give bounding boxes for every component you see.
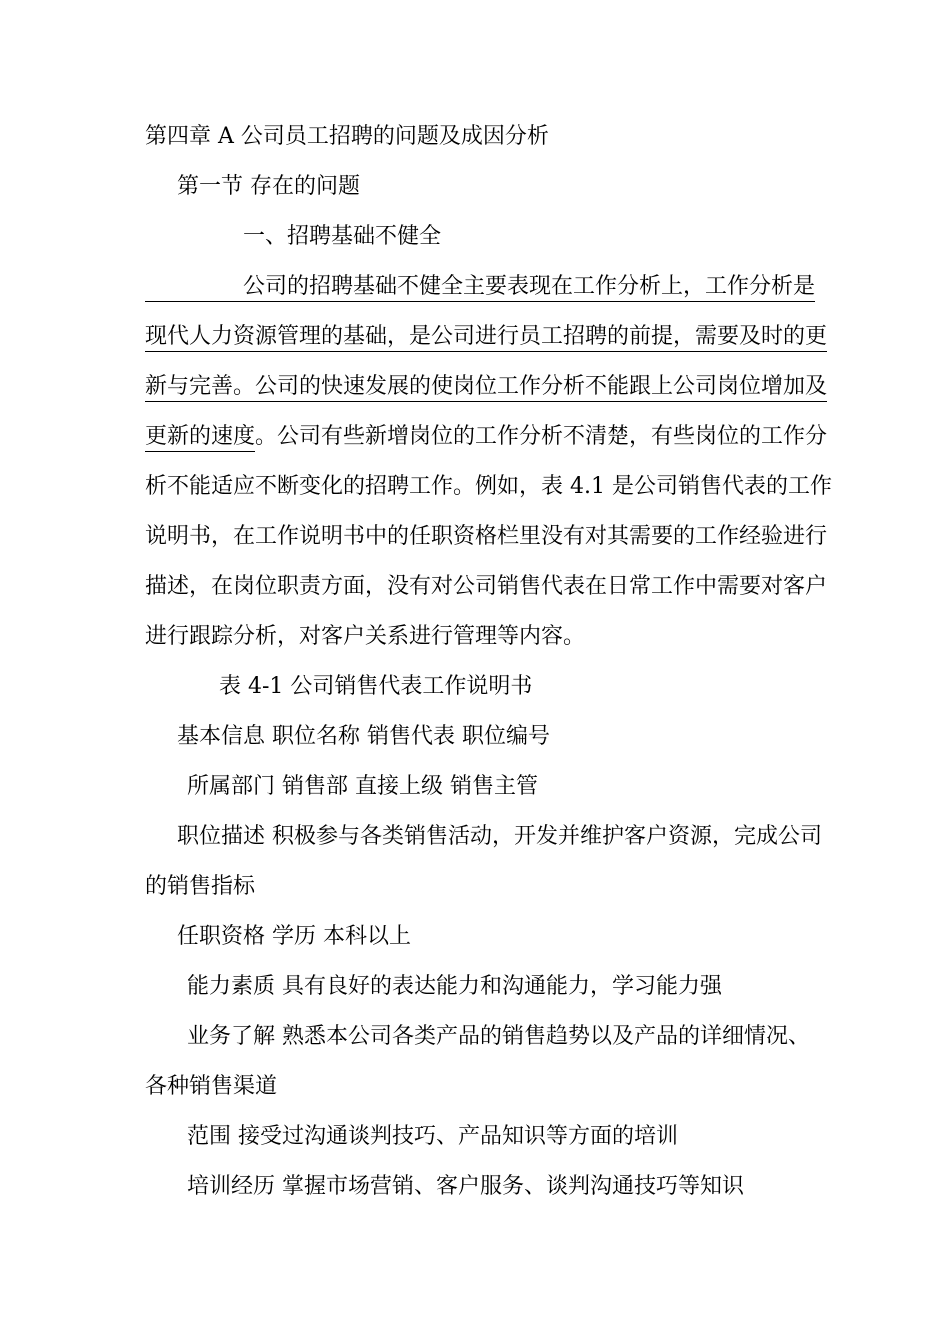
table-row: 职位描述 积极参与各类销售活动，开发并维护客户资源，完成公司 xyxy=(177,824,822,849)
paragraph-text: 。公司有些新增岗位的工作分析不清楚，有些岗位的工作分 xyxy=(255,424,828,449)
paragraph-line xyxy=(145,322,828,352)
paragraph-line: 进行跟踪分析，对客户关系进行管理等内容。 xyxy=(145,624,586,649)
table-row: 任职资格 学历 本科以上 xyxy=(177,924,411,949)
table-row: 所属部门 销售部 直接上级 销售主管 xyxy=(187,774,538,799)
underlined-text: 更新的速度 xyxy=(145,424,255,452)
paragraph-line: 说明书，在工作说明书中的任职资格栏里没有对其需要的工作经验进行 xyxy=(145,524,828,549)
table-row: 基本信息 职位名称 销售代表 职位编号 xyxy=(177,724,550,749)
underlined-text: 现代人力资源管理的基础，是公司进行员工招聘的前提，需要及时的更 xyxy=(145,324,827,352)
table-caption: 表 4-1 公司销售代表工作说明书 xyxy=(219,674,533,699)
paragraph-line xyxy=(145,422,827,452)
paragraph-line: 析不能适应不断变化的招聘工作。例如，表 4.1 是公司销售代表的工作 xyxy=(145,474,832,499)
underlined-text: 公司的招聘基础不健全主要表现在工作分析上，工作分析是 xyxy=(145,274,815,302)
table-row: 业务了解 熟悉本公司各类产品的销售趋势以及产品的详细情况、 xyxy=(187,1024,810,1049)
chapter-title: 第四章 A 公司员工招聘的问题及成因分析 xyxy=(145,124,549,149)
table-row: 能力素质 具有良好的表达能力和沟通能力，学习能力强 xyxy=(187,974,722,999)
table-row: 培训经历 掌握市场营销、客户服务、谈判沟通技巧等知识 xyxy=(187,1174,744,1199)
paragraph-line: 描述，在岗位职责方面，没有对公司销售代表在日常工作中需要对客户 xyxy=(145,574,828,599)
paragraph-line xyxy=(145,372,828,402)
underlined-text: 公司的快速发展的使岗位工作分析不能跟上公司岗位增加及 xyxy=(255,374,827,402)
section-title: 第一节 存在的问题 xyxy=(177,174,360,199)
underlined-text: 新与完善。 xyxy=(145,374,255,402)
paragraph-line xyxy=(145,272,816,302)
table-row: 各种销售渠道 xyxy=(145,1074,278,1099)
table-row: 范围 接受过沟通谈判技巧、产品知识等方面的培训 xyxy=(187,1124,678,1149)
table-row: 的销售指标 xyxy=(145,874,256,899)
subsection-title: 一、招聘基础不健全 xyxy=(243,224,442,249)
